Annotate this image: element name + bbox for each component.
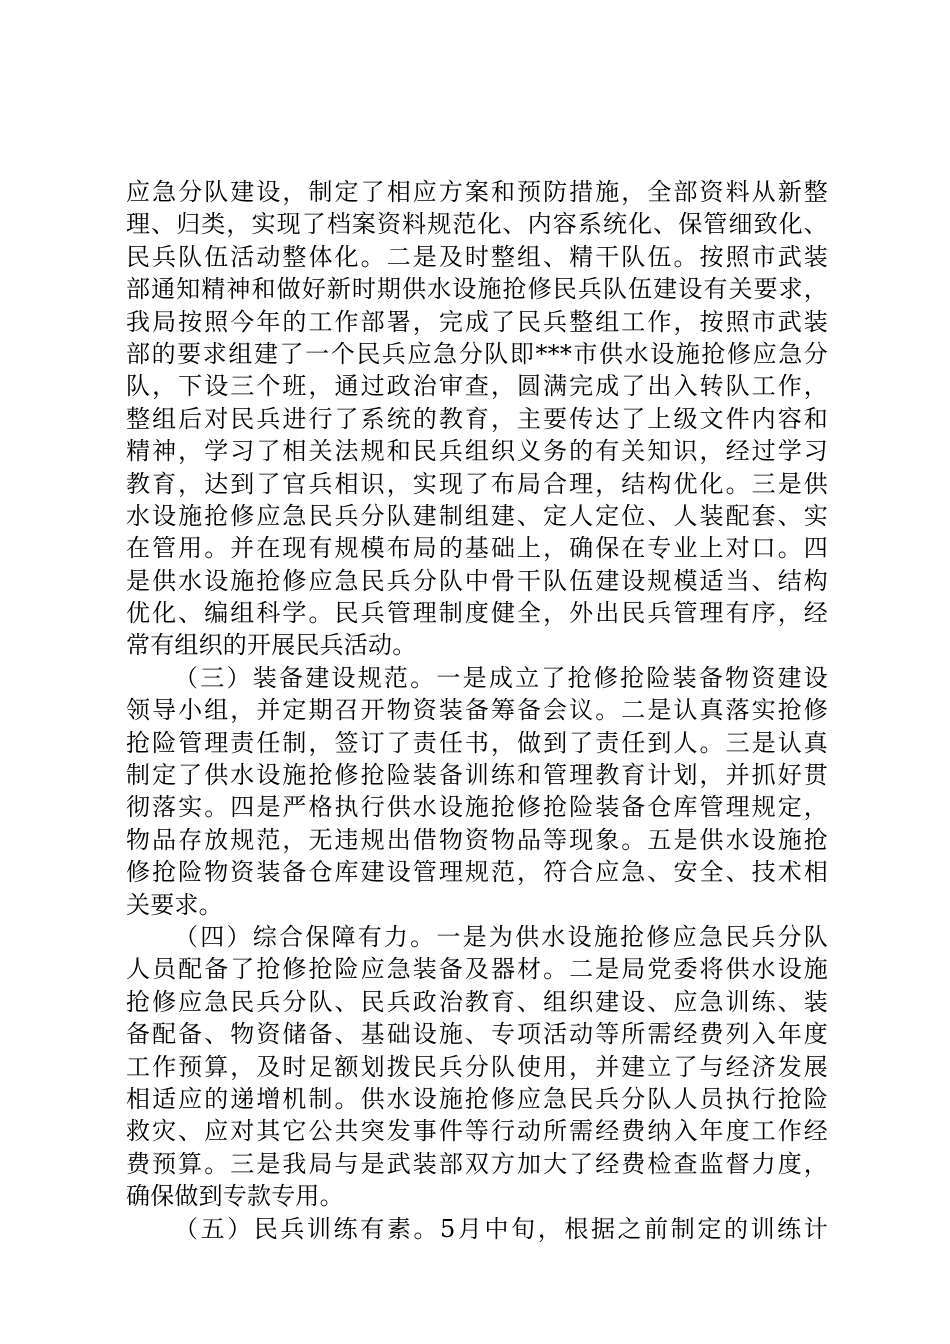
text-line: 修抢险物资装备仓库建设管理规范，符合应急、安全、技术相 bbox=[126, 858, 828, 887]
text-line: 人员配备了抢修抢险应急装备及器材。二是局党委将供水设施 bbox=[126, 955, 828, 984]
text-line: 应急分队建设，制定了相应方案和预防措施，全部资料从新整 bbox=[126, 178, 828, 206]
text-line: 是供水设施抢修应急民兵分队中骨干队伍建设规模适当、结构 bbox=[126, 566, 828, 595]
text-line: 关要求。 bbox=[126, 890, 223, 919]
text-line: 整组后对民兵进行了系统的教育，主要传达了上级文件内容和 bbox=[126, 404, 828, 433]
text-line: 彻落实。四是严格执行供水设施抢修抢险装备仓库管理规定， bbox=[126, 793, 828, 822]
text-line: 抢险管理责任制，签订了责任书，做到了责任到人。三是认真 bbox=[126, 728, 828, 757]
text-line: 水设施抢修应急民兵分队建制组建、定人定位、人装配套、实 bbox=[126, 501, 828, 530]
text-line: （三）装备建设规范。一是成立了抢修抢险装备物资建设 bbox=[174, 663, 828, 692]
text-line: 制定了供水设施抢修抢险装备训练和管理教育计划，并抓好贯 bbox=[126, 761, 828, 790]
text-line: 备配备、物资储备、基础设施、专项活动等所需经费列入年度 bbox=[126, 1020, 828, 1049]
text-line: （五）民兵训练有素。5月中旬，根据之前制定的训练计 bbox=[174, 1214, 828, 1243]
text-line: 救灾、应对其它公共突发事件等行动所需经费纳入年度工作经 bbox=[126, 1117, 828, 1146]
text-line: 精神，学习了相关法规和民兵组织义务的有关知识，经过学习 bbox=[126, 437, 828, 466]
text-line: 部的要求组建了一个民兵应急分队即***市供水设施抢修应急分 bbox=[126, 339, 828, 368]
body-text bbox=[126, 176, 828, 1245]
text-line: 教育，达到了官兵相识，实现了布局合理，结构优化。三是供 bbox=[126, 469, 828, 498]
text-line: 确保做到专款专用。 bbox=[126, 1182, 344, 1211]
text-line: 队，下设三个班，通过政治审查，圆满完成了出入转队工作， bbox=[126, 372, 828, 401]
text-line: 在管用。并在现有规模布局的基础上，确保在专业上对口。四 bbox=[126, 534, 828, 563]
text-line: 工作预算，及时足额划拨民兵分队使用，并建立了与经济发展 bbox=[126, 1052, 828, 1081]
text-line: （四）综合保障有力。一是为供水设施抢修应急民兵分队 bbox=[174, 922, 828, 951]
text-line: 相适应的递增机制。供水设施抢修应急民兵分队人员执行抢险 bbox=[126, 1084, 828, 1113]
text-line: 常有组织的开展民兵活动。 bbox=[126, 631, 417, 660]
text-line: 部通知精神和做好新时期供水设施抢修民兵队伍建设有关要求， bbox=[126, 275, 828, 304]
text-line: 抢修应急民兵分队、民兵政治教育、组织建设、应急训练、装 bbox=[126, 987, 828, 1016]
text-line: 民兵队伍活动整体化。二是及时整组、精干队伍。按照市武装 bbox=[126, 242, 828, 271]
text-line: 理、归类，实现了档案资料规范化、内容系统化、保管细致化、 bbox=[126, 210, 828, 239]
text-line: 费预算。三是我局与是武装部双方加大了经费检查监督力度， bbox=[126, 1149, 828, 1178]
text-line: 我局按照今年的工作部署，完成了民兵整组工作，按照市武装 bbox=[126, 307, 828, 336]
text-line: 领导小组，并定期召开物资装备筹备会议。二是认真落实抢修 bbox=[126, 696, 828, 725]
text-line: 物品存放规范，无违规出借物资物品等现象。五是供水设施抢 bbox=[126, 825, 828, 854]
text-line: 优化、编组科学。民兵管理制度健全，外出民兵管理有序，经 bbox=[126, 599, 828, 628]
